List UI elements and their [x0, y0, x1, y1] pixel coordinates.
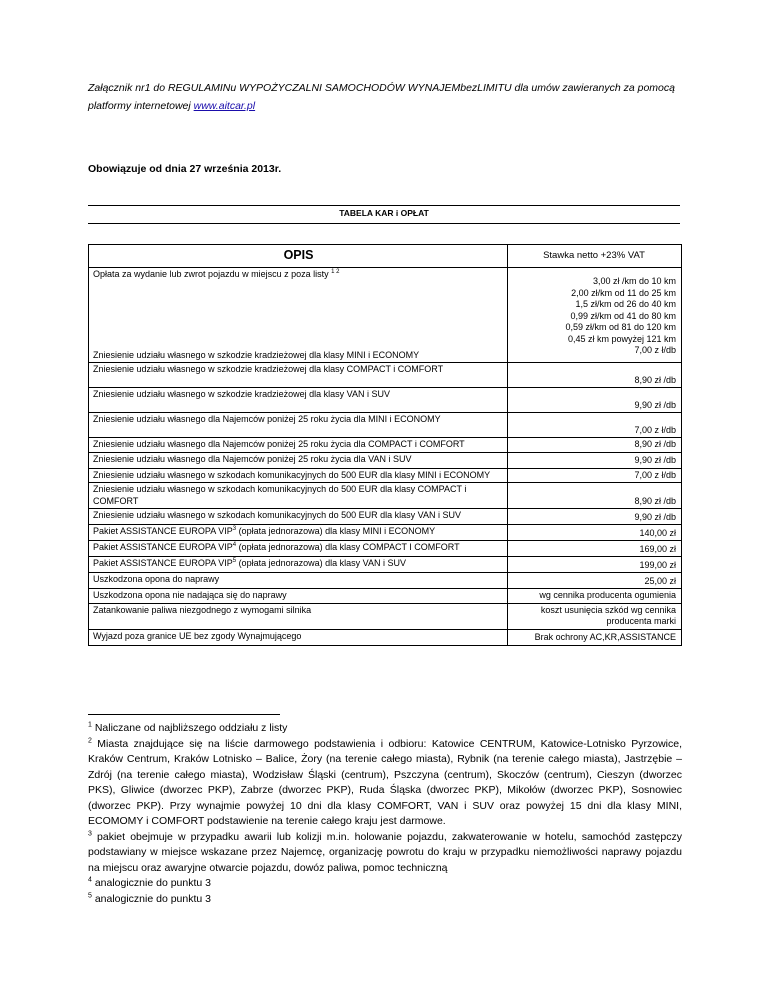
- table-header-row: [89, 245, 682, 268]
- footnote-item: $^3$ pakiet obejmuje w przypadku awarii lub kolizji m.in. holowanie pojazdu, zakwaterowanie w hotelu, samochód zastępczy podstawiany w miejsce wskazane przez Najemcę, organizację powrotu do kraju w przypadku niemożliwości naprawy pojazdu na miejscu oraz awaryjne otwarcie pojazdu, dowóz paliwa, pomoc techniczną: [88, 830, 682, 874]
- table-row: Zatankowanie paliwa niezgodnego z wymogami silnika koszt usunięcia szkód wg cennika producenta marki: [89, 603, 682, 629]
- desc-column-header: OPIS: [89, 245, 508, 268]
- fees-table: [88, 244, 682, 646]
- theft-mini-desc: Zniesienie udziału własnego w szkodzie kradzieżowej dla klasy MINI i ECONOMY: [93, 349, 420, 360]
- table-row: Zniesienie udziału własnego dla Najemców poniżej 25 roku życia dla VAN i SUV 9,90 zł /db: [89, 452, 682, 468]
- table-row: Zniesienie udziału własnego w szkodzie kradzieżowej dla klasy VAN i SUV 9,90 zł /db: [89, 388, 682, 413]
- table-row: Zniesienie udziału własnego w szkodach komunikacyjnych do 500 EUR dla klasy COMPACT i COMFORT 8,90 zł /db: [89, 483, 682, 509]
- table-row: Pakiet ASSISTANCE EUROPA VIP$^4$ (opłata jednorazowa) dla klasy COMPACT I COMFORT 169,00 zł: [89, 541, 682, 557]
- footnotes: [88, 721, 682, 907]
- table-row: Uszkodzona opona nie nadająca się do naprawy wg cennika producenta ogumienia: [89, 589, 682, 604]
- delivery-fee-desc: Opłata za wydanie lub zwrot pojazdu w miejscu z poza listy $^{1 2}$: [93, 269, 340, 279]
- table-row: Zniesienie udziału własnego dla Najemców poniżej 25 roku życia dla COMPACT i COMFORT 8,90 zł /db: [89, 438, 682, 453]
- table-row: Zniesienie udziału własnego w szkodach komunikacyjnych do 500 EUR dla klasy MINI i ECONOMY 7,00 z ł/db: [89, 468, 682, 483]
- table-row: Uszkodzona opona do naprawy 25,00 zł: [89, 573, 682, 589]
- footnote-item: $^2$ Miasta znajdujące się na liście darmowego podstawienia i odbioru: Katowice CENTRUM, Katowice-Lotnisko Pyrzowice, Kraków Centrum, Kraków Lotnisko – Balice, Żory (na terenie całego miasta), Rybnik (na terenie całego miasta), Jastrzębie – Zdrój (na terenie całego miasta), Wodzisław Śląski (centrum), Pszczyna (centrum), Skoczów (centrum), Cieszyn (dworzec PKS), Gliwice (dworzec PKP), Zabrze (dworzec PKP), Ruda Śląska (dworzec PKP), Mikołów (dworzec PKP), Sosnowiec (dworzec PKP). Przy wynajmie powyżej 10 dni dla klasy COMFORT, VAN i SUV oraz powyżej 15 dni dla klasy MINI, ECOMOMY i COMFORT podstawienie na terenie całego kraju jest darmowe.: [88, 737, 682, 827]
- delivery-fee-rates: 3,00 zł /km do 10 km 2,00 zł/km od 11 do 25 km 1,5 zł/km od 26 do 40 km 0,99 zł/km od 41 do 80 km 0,59 zł/km od 81 do 120 km 0,45 zł km powyżej 121 km 7,00 z ł/db: [508, 268, 682, 363]
- table-row: Wyjazd poza granice UE bez zgody Wynajmującego Brak ochrony AC,KR,ASSISTANCE: [89, 629, 682, 645]
- footnote-divider: [88, 714, 280, 715]
- intro-paragraph: [88, 79, 688, 115]
- table-title: TABELA KAR i OPŁAT: [88, 205, 680, 224]
- table-row: Zniesienie udziału własnego w szkodach komunikacyjnych do 500 EUR dla klasy VAN i SUV 9,90 zł /db: [89, 509, 682, 525]
- rate-column-header: Stawka netto +23% VAT: [508, 245, 682, 268]
- footnote-item: $^5$ analogicznie do punktu 3: [88, 892, 211, 905]
- table-row: [89, 268, 682, 363]
- table-row: Zniesienie udziału własnego dla Najemców poniżej 25 roku życia dla MINI i ECONOMY 7,00 z ł/db: [89, 413, 682, 438]
- footnote-item: $^4$ analogicznie do punktu 3: [88, 876, 211, 889]
- table-row: Pakiet ASSISTANCE EUROPA VIP$^3$ (opłata jednorazowa) dla klasy MINI i ECONOMY 140,00 zł: [89, 525, 682, 541]
- valid-from: Obowiązuje od dnia 27 września 2013r.: [88, 163, 282, 175]
- footnote-item: $^1$ Naliczane od najbliższego oddziału z listy: [88, 721, 288, 734]
- aitcar-link[interactable]: www.aitcar.pl: [193, 100, 256, 112]
- table-row: Zniesienie udziału własnego w szkodzie kradzieżowej dla klasy COMPACT i COMFORT 8,90 zł /db: [89, 363, 682, 388]
- intro-text: Załącznik nr1 do REGULAMINu WYPOŻYCZALNI SAMOCHODÓW WYNAJEMbezLIMITU dla umów zawieranych za pomocą platformy internetowej: [88, 82, 675, 112]
- table-row: Pakiet ASSISTANCE EUROPA VIP$^5$ (opłata jednorazowa) dla klasy VAN i SUV 199,00 zł: [89, 557, 682, 573]
